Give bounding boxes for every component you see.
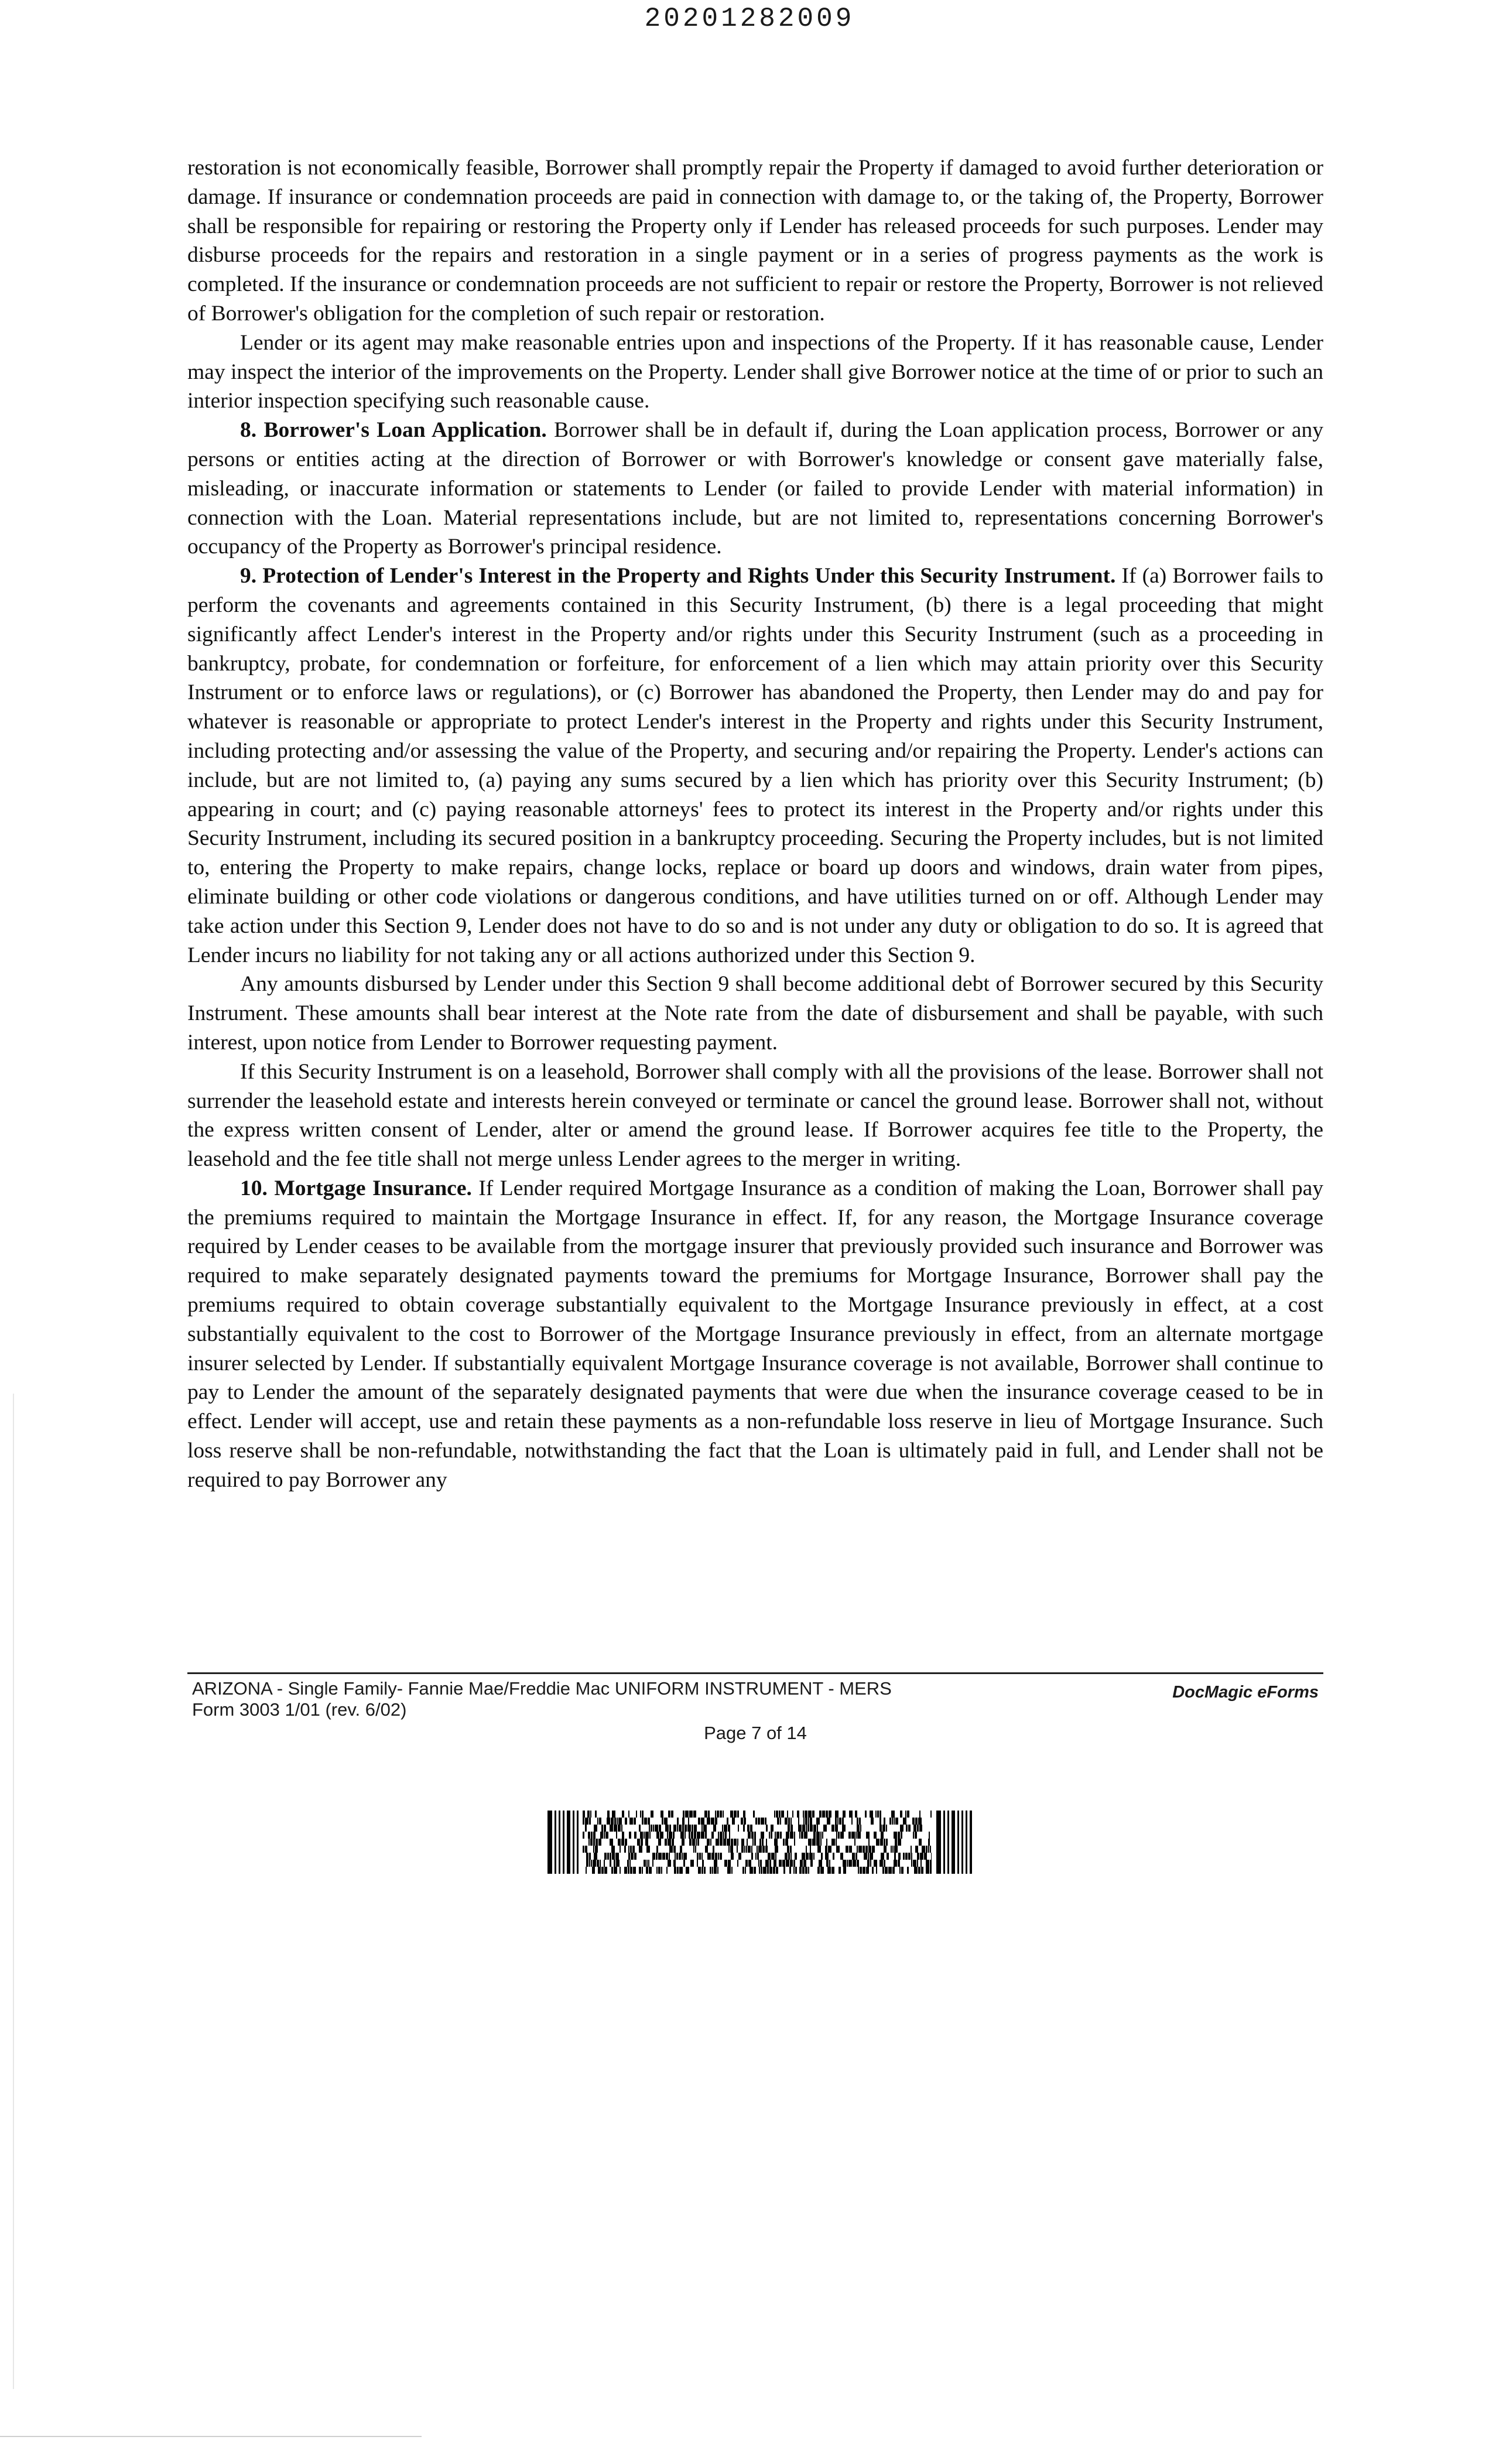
paragraph-text: restoration is not economically feasible, Borrower shall promptly repair the Property if damaged to avoid further deterioration or damage. If insurance or condemnation proceeds are paid in connection with damage to, or the taking of, the Property, Borrower shall be responsible for repairing or restoring the Property only if Lender has released proceeds for such purposes. Lender may disburse proceeds for the repairs and restoration in a single payment or in a series of progress payments as the work is completed. If the insurance or condemnation proceeds are not sufficient to repair or restore the Property, Borrower is not relieved of Borrower's obligation for the completion of such repair or restoration. <box>187 156 1323 326</box>
paragraph-text: Lender or its agent may make reasonable entries upon and inspections of the Property. If it has reasonable cause, Lender may inspect the interior of the improvements on the Property. Lender shall give Borrower notice at the time of or prior to such an interior inspection specifying such reasonable cause. <box>187 330 1323 413</box>
docmagic-logo: DocMagic eForms <box>1172 1683 1319 1702</box>
section-9-protection <box>187 562 1323 970</box>
paragraph-amounts-disbursed <box>187 970 1323 1057</box>
paragraph-text: Borrower shall be in default if, during the Loan application process, Borrower or any persons or entities acting at the direction of Borrower or with Borrower's knowledge or consent gave materially false, misleading, or inaccurate information or statements to Lender (or failed to provide Lender with material information) in connection with the Loan. Material representations include, but are not limited to, representations concerning Borrower's occupancy of the Property as Borrower's principal residence. <box>187 418 1323 559</box>
section-heading: 9. Protection of Lender's Interest in the Property and Rights Under this Security Instrument. <box>240 564 1116 588</box>
paragraph-inspection <box>187 328 1323 416</box>
section-heading: 10. Mortgage Insurance. <box>240 1176 472 1200</box>
scan-margin-line <box>13 1394 14 2389</box>
document-body <box>187 153 1323 1495</box>
section-10-mortgage-insurance <box>187 1174 1323 1495</box>
form-identification <box>192 1678 892 1720</box>
scan-bottom-line <box>0 2436 422 2437</box>
paragraph-text: If (a) Borrower fails to perform the covenants and agreements contained in this Security Instrument, (b) there is a legal proceeding that might significantly affect Lender's interest in the Property and/or rights under this Security Instrument (such as a proceeding in bankruptcy, probate, for condemnation or forfeiture, for enforcement of a lien which may attain priority over this Security Instrument or to enforce laws or regulations), or (c) Borrower has abandoned the Property, then Lender may do and pay for whatever is reasonable or appropriate to protect Lender's interest in the Property and rights under this Security Instrument, including protecting and/or assessing the value of the Property, and securing and/or repairing the Property. Lender's actions can include, but are not limited to, (a) paying any sums secured by a lien which has priority over this Security Instrument; (b) appearing in court; and (c) paying reasonable attorneys' fees to protect its interest in the Property and/or rights under this Security Instrument, including its secured position in a bankruptcy proceeding. Securing the Property includes, but is not limited to, entering the Property to make repairs, change locks, replace or board up doors and windows, drain water from pipes, eliminate building or other code violations or dangerous conditions, and have utilities turned on or off. Although Lender may take action under this Section 9, Lender does not have to do so and is not under any duty or obligation to do so. It is agreed that Lender incurs no liability for not taking any or all actions authorized under this Section 9. <box>187 564 1323 967</box>
footer-divider <box>187 1672 1323 1674</box>
paragraph-text: If Lender required Mortgage Insurance as a condition of making the Loan, Borrower shall pay the premiums required to maintain the Mortgage Insurance in effect. If, for any reason, the Mortgage Insurance coverage required by Lender ceases to be available from the mortgage insurer that previously provided such insurance and Borrower was required to make separately designated payments toward the premiums for Mortgage Insurance, Borrower shall pay the premiums required to obtain coverage substantially equivalent to the Mortgage Insurance previously in effect, at a cost substantially equivalent to the cost to Borrower of the Mortgage Insurance previously in effect, from an alternate mortgage insurer selected by Lender. If substantially equivalent Mortgage Insurance coverage is not available, Borrower shall continue to pay to Lender the amount of the separately designated payments that were due when the insurance coverage ceased to be in effect. Lender will accept, use and retain these payments as a non-refundable loss reserve in lieu of Mortgage Insurance. Such loss reserve shall be non-refundable, notwithstanding the fact that the Loan is ultimately paid in full, and Lender shall not be required to pay Borrower any <box>187 1176 1323 1492</box>
section-heading: 8. Borrower's Loan Application. <box>240 418 547 443</box>
page-number: Page 7 of 14 <box>704 1723 807 1743</box>
paragraph-leasehold <box>187 1058 1323 1174</box>
form-title: ARIZONA - Single Family- Fannie Mae/Freddie Mac UNIFORM INSTRUMENT - MERS <box>192 1678 892 1699</box>
barcode-icon <box>547 1811 972 1874</box>
paragraph-restoration <box>187 153 1323 328</box>
paragraph-text: If this Security Instrument is on a leasehold, Borrower shall comply with all the provisions of the lease. Borrower shall not surrender the leasehold estate and interests herein conveyed or terminate or cancel the ground lease. Borrower shall not, without the express written consent of Lender, alter or amend the ground lease. If Borrower acquires fee title to the Property, the leasehold and the fee title shall not merge unless Lender agrees to the merger in writing. <box>187 1059 1323 1172</box>
page-footer <box>187 1678 1323 1748</box>
section-8-loan-application <box>187 416 1323 562</box>
paragraph-text: Any amounts disbursed by Lender under this Section 9 shall become additional debt of Borrower secured by this Security Instrument. These amounts shall bear interest at the Note rate from the date of disbursement and shall be payable, with such interest, upon notice from Lender to Borrower requesting payment. <box>187 972 1323 1055</box>
document-number: 20201282009 <box>644 4 855 34</box>
form-number: Form 3003 1/01 (rev. 6/02) <box>192 1699 407 1720</box>
